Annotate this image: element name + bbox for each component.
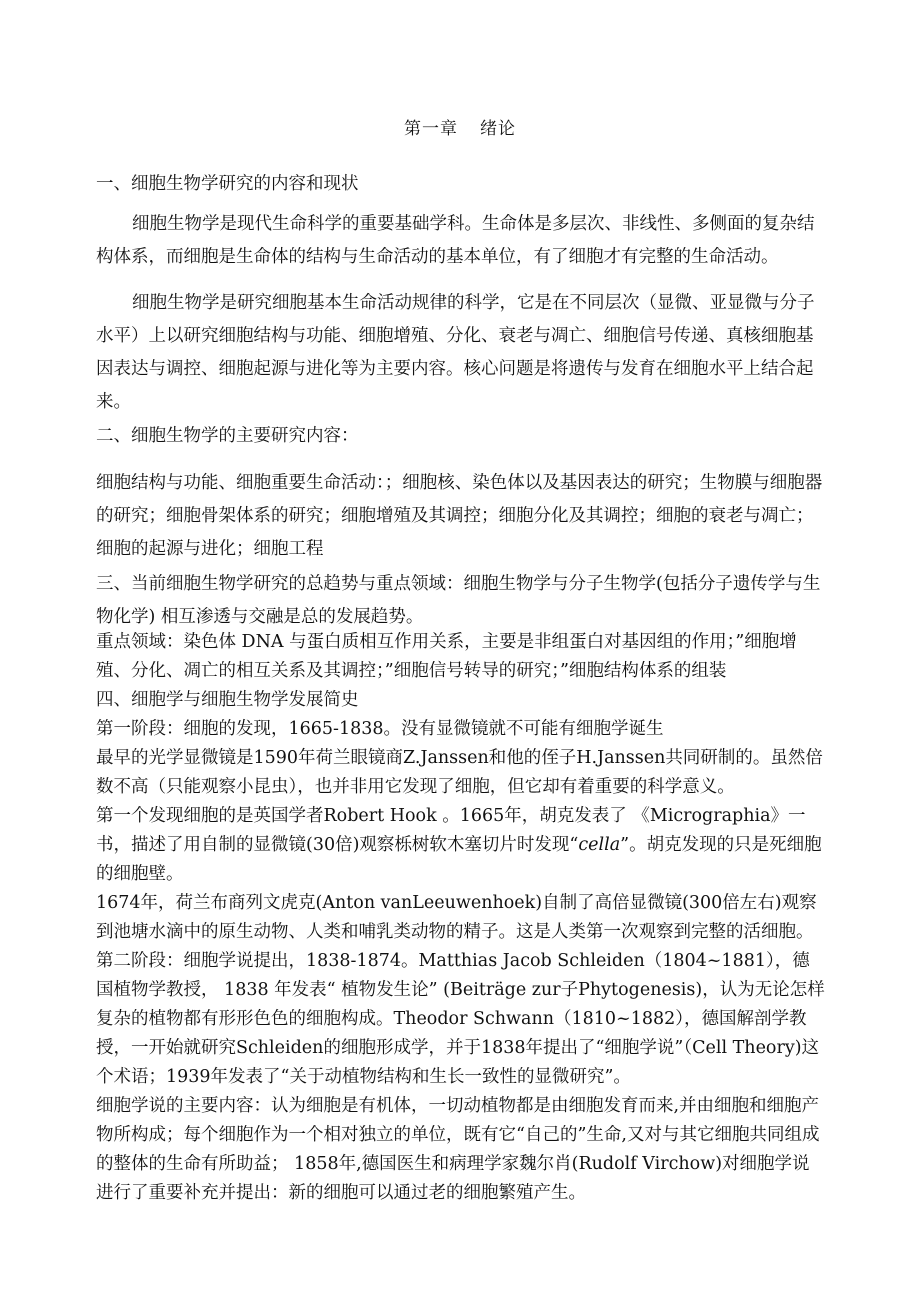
section-2-paragraph: [96, 467, 826, 566]
paragraph: 三、当前细胞生物学研究的总趋势与重点领域：细胞生物学与分子生物学(包括分子遗传学与生物化学) 相互渗透与交融是总的发展趋势。: [96, 574, 821, 627]
chapter-title-text: 绪论: [480, 119, 516, 139]
paragraph: 细胞学说的主要内容：认为细胞是有机体，一切动植物都是由细胞发育而来,并由细胞和细胞产物所构成；每个细胞作为一个相对独立的单位，既有它“自己的”生命,又对与其它细胞共同组成的整体的生命有所助益； 1858年,德国医生和病理学家魏尔肖(Rudolf Virchow)对细胞学说进行了重要补充并提出：新的细胞可以通过老的细胞繁殖产生。: [96, 1096, 820, 1203]
section-1-paragraph-1: [96, 208, 826, 274]
paragraph: 第一阶段：细胞的发现，1665-1838。没有显微镜就不可能有细胞学诞生: [96, 719, 664, 739]
chapter-title: [0, 114, 920, 139]
paragraph: 1674年，荷兰布商列文虎克(Anton vanLeeuwenhoek)自制了高倍显微镜(300倍左右)观察到池塘水滴中的原生动物、人类和哺乳类动物的精子。这是人类第一次观察到完整的活细胞。: [96, 893, 817, 942]
paragraph: 细胞结构与功能、细胞重要生命活动：；细胞核、染色体以及基因表达的研究；生物膜与细胞器的研究；细胞骨架体系的研究；细胞增殖及其调控；细胞分化及其调控；细胞的衰老与凋亡；细胞的起源与进化；细胞工程: [96, 473, 823, 559]
text-run: 第一个发现细胞的是英国学者Robert Hook 。1665年，胡克发表了 《Micrographia》一书，描述了用自制的显微镜(30倍)观察栎树软木塞切片时发现“: [96, 806, 806, 855]
section-heading: 四、细胞学与细胞生物学发展简史: [96, 690, 359, 710]
section-1-heading: [96, 168, 826, 201]
section-2-heading: [96, 420, 826, 453]
section-heading: 一、细胞生物学研究的内容和现状: [96, 174, 359, 194]
section-1-paragraph-2: [96, 287, 826, 419]
italic-term: cella: [578, 835, 621, 855]
paragraph: [96, 802, 826, 889]
paragraph: 重点领域：染色体 DNA 与蛋白质相互作用关系，主要是非组蛋白对基因组的作用；”细胞增殖、分化、凋亡的相互关系及其调控；”细胞信号转导的研究；”细胞结构体系的组装: [96, 632, 797, 681]
paragraph: 细胞生物学是研究细胞基本生命活动规律的科学，它是在不同层次（显微、亚显微与分子水平）上以研究细胞结构与功能、细胞增殖、分化、衰老与凋亡、细胞信号传递、真核细胞基因表达与调控、细胞起源与进化等为主要内容。核心问题是将遗传与发育在细胞水平上结合起来。: [96, 293, 815, 412]
paragraph: 第二阶段：细胞学说提出，1838-1874。Matthias Jacob Schleiden（1804~1881），德国植物学教授， 1838 年发表“ 植物发生论” (Beiträge zur子Phytogenesis)，认为无论怎样复杂的植物都有形形色色的细胞构成。Theodor Schwann（1810~1882），德国解剖学教授，一开始就研究Schleiden的细胞形成学，并于1838年提出了“细胞学说”（Cell Theory)这个术语；1939年发表了“关于动植物结构和生长一致性的显微研究”。: [96, 951, 825, 1087]
paragraph: 最早的光学显微镜是1590年荷兰眼镜商Z.Janssen和他的侄子H.Janssen共同研制的。虽然倍数不高（只能观察小昆虫），也并非用它发现了细胞，但它却有着重要的科学意义。: [96, 748, 823, 797]
section-heading: 二、细胞生物学的主要研究内容：: [96, 426, 359, 446]
section-3-paragraph-1: [96, 568, 826, 634]
text-run: ”。胡克发现的只是死细胞的细胞壁。: [96, 835, 822, 884]
section-3-4-body: [96, 628, 826, 1208]
paragraph: 细胞生物学是现代生命科学的重要基础学科。生命体是多层次、非线性、多侧面的复杂结构体系，而细胞是生命体的结构与生命活动的基本单位，有了细胞才有完整的生命活动。: [96, 214, 815, 267]
chapter-title-number: 第一章: [404, 119, 458, 139]
